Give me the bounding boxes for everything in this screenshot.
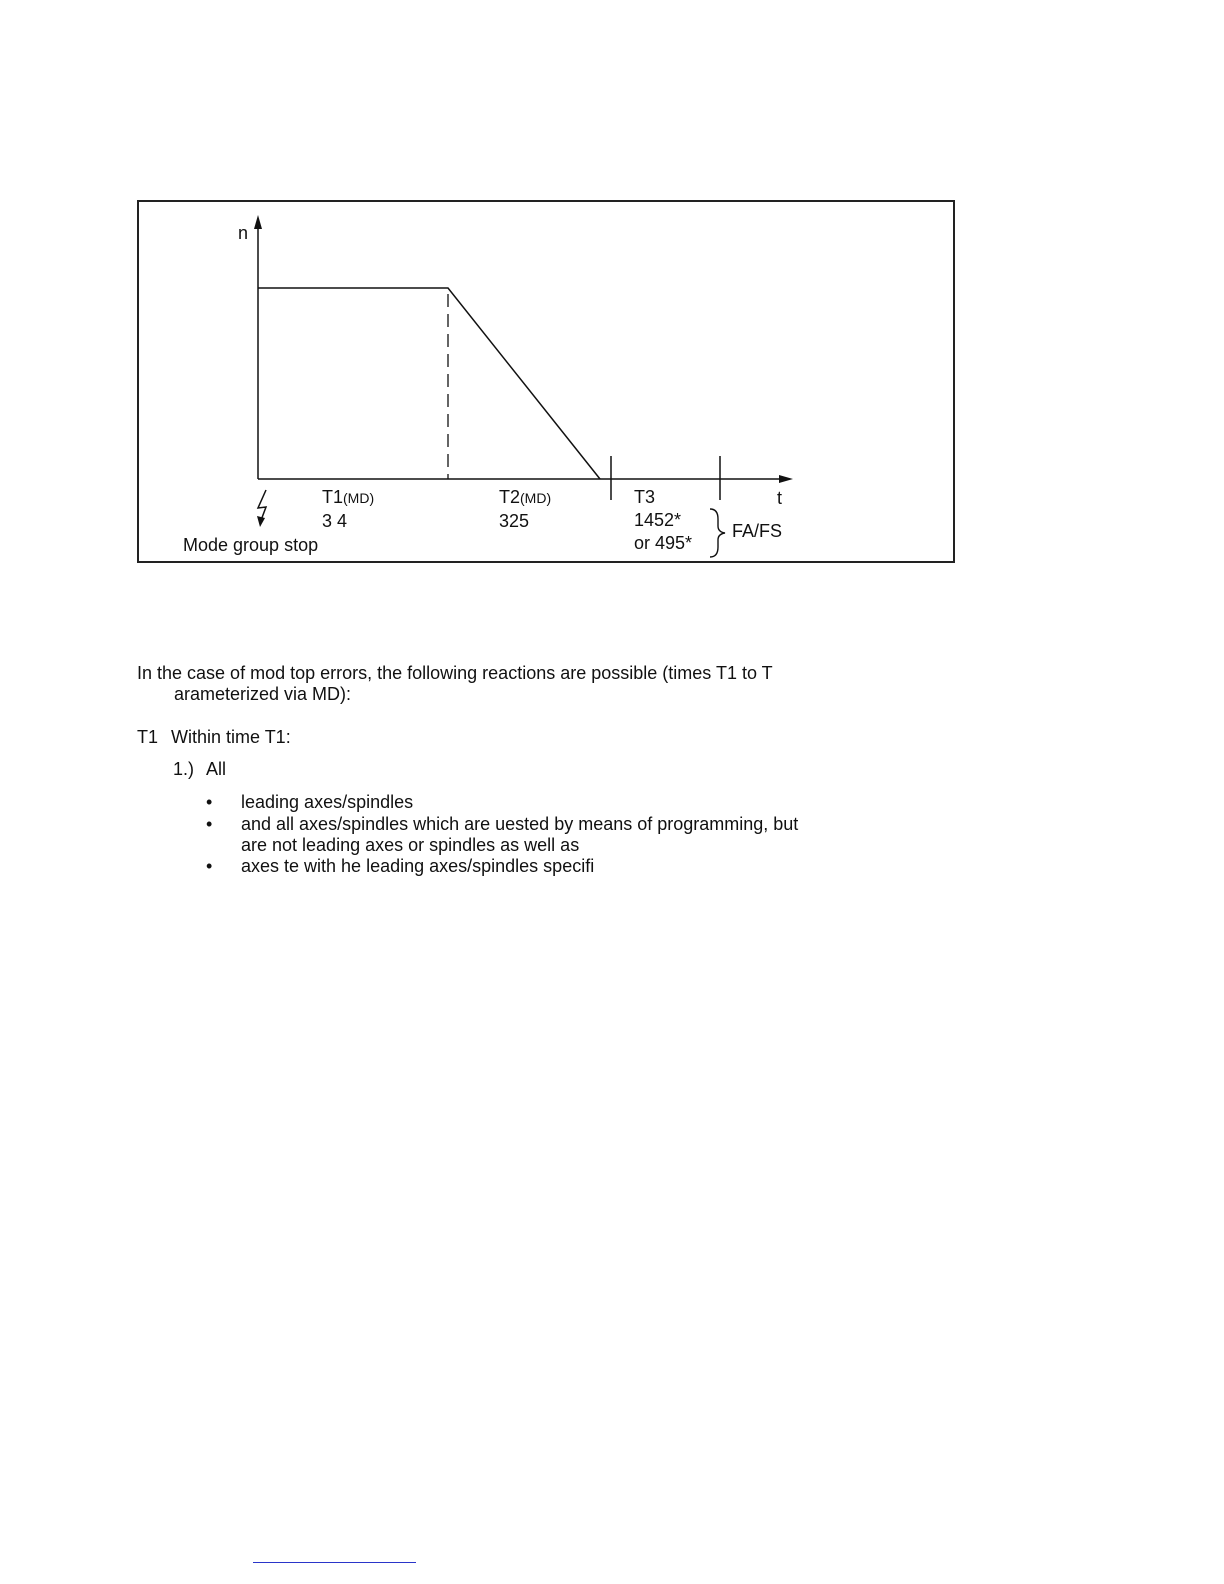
bullet-1-text: leading axes/spindles — [241, 792, 414, 812]
fa-fs-label: FA/FS — [732, 521, 783, 541]
intro-line-2: arameterized via MD): — [174, 684, 352, 704]
t1-value: 3 4 — [322, 511, 348, 531]
t1-tag: T1 — [137, 727, 159, 747]
t3-value-1: 1452* — [634, 510, 682, 530]
footer-link-underline[interactable] — [253, 1562, 416, 1563]
step-text: All — [206, 759, 227, 779]
bullet-2-text: and all axes/spindles which are uested by means of programming, but — [241, 814, 799, 834]
t3-value-2: or 495* — [634, 533, 693, 553]
x-axis-arrow — [779, 475, 793, 483]
bullet-2-continuation: are not leading axes or spindles as well as — [241, 835, 580, 855]
t1-heading: Within time T1: — [171, 727, 291, 747]
t1-subscript: (MD) — [343, 490, 375, 506]
bullet-1-marker: • — [206, 792, 213, 812]
lightning-icon — [257, 490, 266, 527]
speed-profile-line — [258, 288, 600, 479]
mode-group-stop-label: Mode group stop — [183, 535, 319, 555]
x-axis-label: t — [777, 488, 783, 508]
bullet-2-marker: • — [206, 814, 213, 834]
step-number: 1.) — [173, 759, 195, 779]
t2-label: T2(MD) — [499, 487, 552, 507]
y-axis-arrow — [254, 215, 262, 229]
t1-label: T1(MD) — [322, 487, 375, 507]
bullet-3-text: axes te with he leading axes/spindles specifi — [241, 856, 595, 876]
diagram-canvas — [139, 202, 957, 565]
speed-time-diagram — [137, 200, 955, 563]
t2-subscript: (MD) — [520, 490, 552, 506]
intro-line-1: In the case of mod top errors, the following reactions are possible (times T1 to T — [137, 663, 773, 683]
fa-fs-brace-icon — [710, 509, 725, 557]
bullet-3-marker: • — [206, 856, 213, 876]
y-axis-label: n — [238, 223, 249, 243]
t2-value: 325 — [499, 511, 530, 531]
t3-label: T3 — [634, 487, 656, 507]
